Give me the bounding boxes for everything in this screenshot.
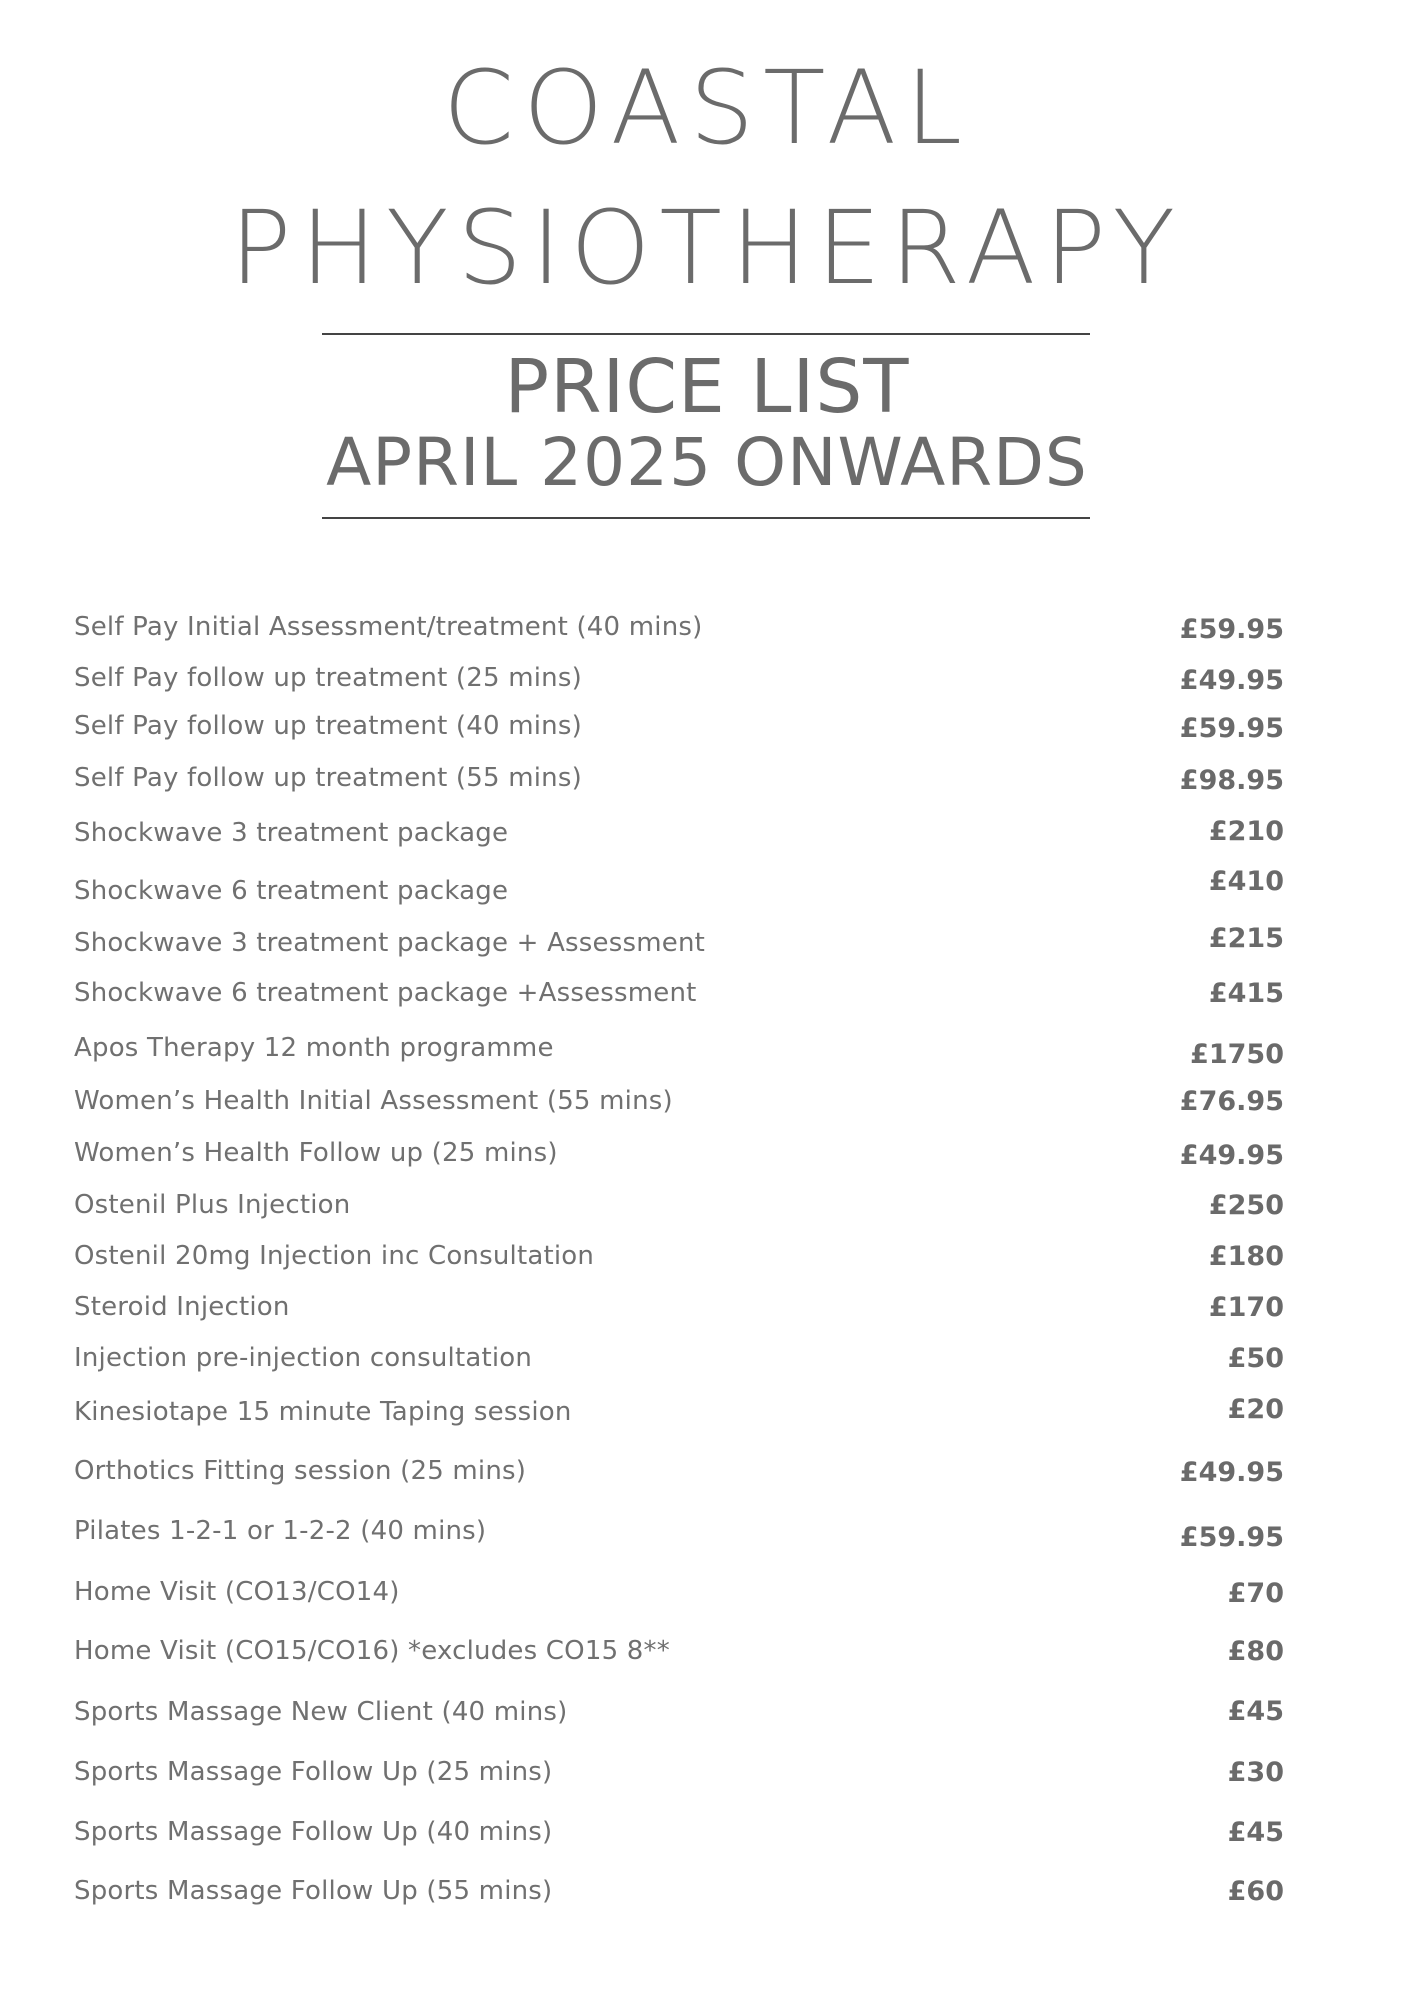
service-price: £80: [1227, 1636, 1284, 1667]
price-row: [0, 612, 1414, 652]
page-title: PRICE LIST: [504, 344, 910, 430]
price-row: [0, 711, 1414, 751]
service-name: Shockwave 6 treatment package +Assessment: [74, 978, 697, 1008]
price-row: [0, 818, 1414, 858]
service-price: £170: [1208, 1292, 1284, 1323]
service-name: Self Pay Initial Assessment/treatment (40 mins): [74, 612, 703, 642]
price-row: [0, 1817, 1414, 1857]
service-name: Sports Massage Follow Up (40 mins): [74, 1817, 553, 1847]
service-price: £215: [1208, 923, 1284, 954]
service-price: £50: [1227, 1343, 1284, 1374]
service-price: £180: [1208, 1241, 1284, 1272]
price-row: [0, 1697, 1414, 1737]
service-name: Kinesiotape 15 minute Taping session: [74, 1397, 572, 1427]
service-name: Shockwave 3 treatment package: [74, 818, 509, 848]
price-row: [0, 1757, 1414, 1797]
price-row: [0, 1456, 1414, 1496]
price-row: [0, 1876, 1414, 1916]
service-name: Shockwave 6 treatment package: [74, 876, 509, 906]
service-price: £98.95: [1179, 765, 1284, 796]
service-name: Ostenil Plus Injection: [74, 1190, 351, 1220]
service-price: £59.95: [1179, 713, 1284, 744]
service-price: £49.95: [1179, 1140, 1284, 1171]
service-name: Sports Massage Follow Up (25 mins): [74, 1757, 553, 1787]
price-row: [0, 1086, 1414, 1126]
service-price: £45: [1227, 1696, 1284, 1727]
service-name: Self Pay follow up treatment (25 mins): [74, 663, 582, 693]
service-name: Ostenil 20mg Injection inc Consultation: [74, 1241, 595, 1271]
service-name: Steroid Injection: [74, 1292, 290, 1322]
price-row: [0, 1292, 1414, 1332]
service-name: Self Pay follow up treatment (55 mins): [74, 763, 582, 793]
price-row: [0, 1636, 1414, 1676]
service-name: Home Visit (CO13/CO14): [74, 1577, 400, 1607]
price-row: [0, 978, 1414, 1018]
service-price: £70: [1227, 1578, 1284, 1609]
price-row: [0, 1394, 1414, 1437]
service-price: £45: [1227, 1817, 1284, 1848]
service-name: Injection pre-injection consultation: [74, 1343, 533, 1373]
service-name: Home Visit (CO15/CO16) *excludes CO15 8**: [74, 1636, 670, 1666]
service-price: £49.95: [1179, 1457, 1284, 1488]
service-name: Self Pay follow up treatment (40 mins): [74, 711, 582, 741]
brand-name-line-1: COASTAL: [442, 49, 972, 168]
price-row: [0, 1343, 1414, 1383]
service-price: £1750: [1190, 1039, 1284, 1070]
price-row: [0, 1138, 1414, 1178]
service-name: Shockwave 3 treatment package + Assessment: [74, 928, 706, 958]
service-name: Apos Therapy 12 month programme: [74, 1033, 554, 1063]
service-price: £59.95: [1179, 614, 1284, 645]
service-price: £30: [1227, 1757, 1284, 1788]
service-name: Pilates 1-2-1 or 1-2-2 (40 mins): [74, 1516, 487, 1546]
price-row: [0, 1241, 1414, 1281]
service-price: £76.95: [1179, 1086, 1284, 1117]
price-row: [0, 866, 1414, 916]
service-price: £20: [1227, 1394, 1284, 1425]
price-row: [0, 1577, 1414, 1617]
price-row: [0, 763, 1414, 803]
price-row: [0, 923, 1414, 968]
service-price: £49.95: [1179, 665, 1284, 696]
price-row: [0, 1033, 1414, 1073]
effective-date: APRIL 2025 ONWARDS: [326, 424, 1088, 501]
service-price: £60: [1227, 1876, 1284, 1907]
service-price: £210: [1208, 816, 1284, 847]
service-name: Sports Massage Follow Up (55 mins): [74, 1876, 553, 1906]
service-name: Orthotics Fitting session (25 mins): [74, 1456, 527, 1486]
service-price: £415: [1208, 978, 1284, 1009]
service-price: £410: [1208, 866, 1284, 897]
service-name: Sports Massage New Client (40 mins): [74, 1697, 568, 1727]
service-name: Women’s Health Initial Assessment (55 mins): [74, 1086, 673, 1116]
service-price: £59.95: [1179, 1522, 1284, 1553]
price-row: [0, 663, 1414, 703]
brand-name-line-2: PHYSIOTHERAPY: [229, 189, 1185, 308]
price-row: [0, 1516, 1414, 1556]
service-name: Women’s Health Follow up (25 mins): [74, 1138, 558, 1168]
price-row: [0, 1190, 1414, 1230]
service-price: £250: [1208, 1190, 1284, 1221]
